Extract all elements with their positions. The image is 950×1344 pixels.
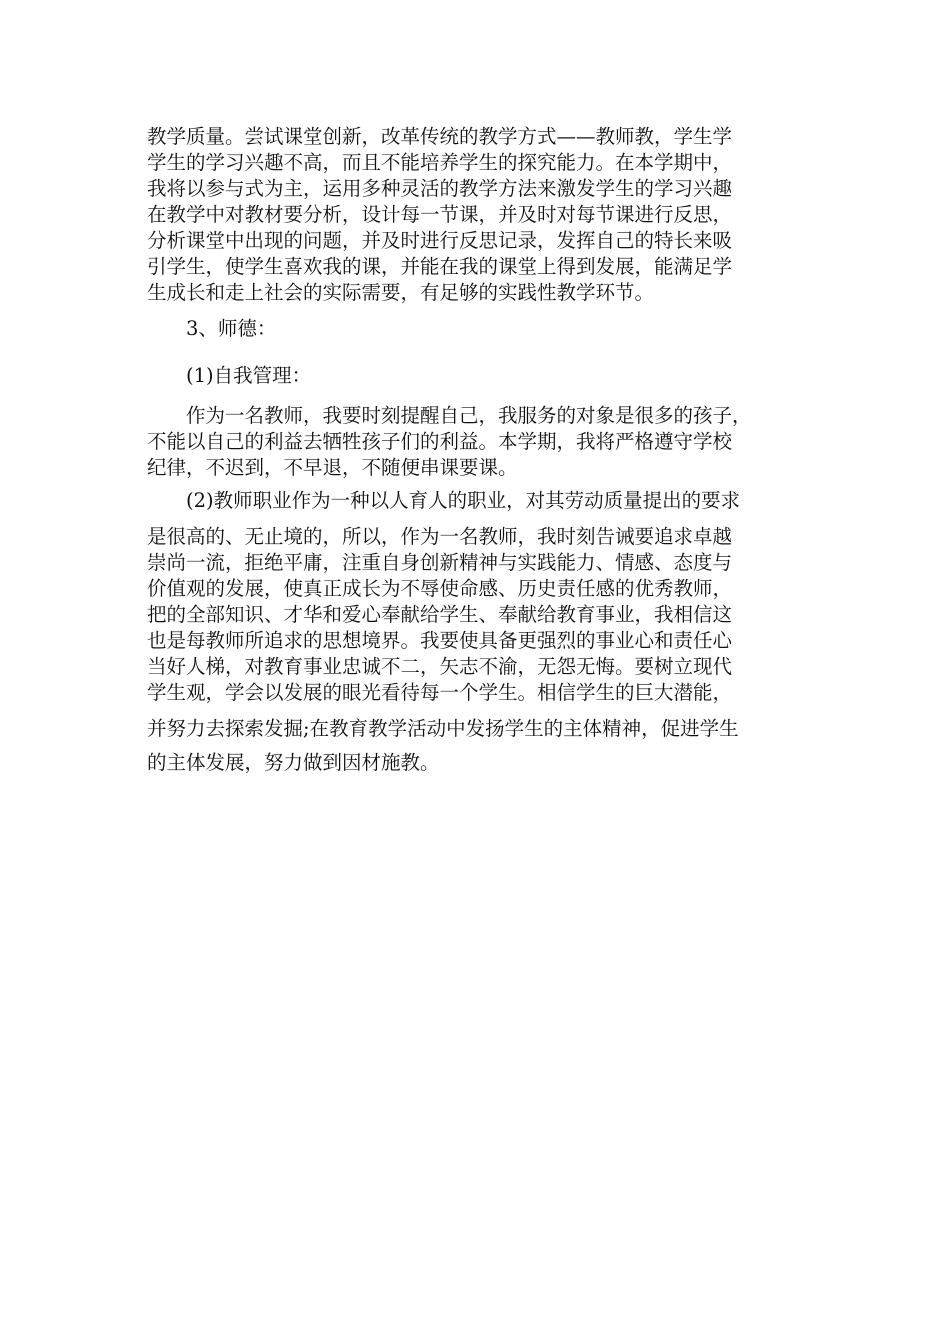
text-line: 生成长和走上社会的实际需要，有足够的实践性教学环节。	[147, 281, 655, 304]
subsection-heading: (1)自我管理：	[186, 364, 312, 387]
text-line: 是很高的、无止境的，所以，作为一名教师，我时刻告诫要追求卓越	[147, 525, 733, 548]
text-line: 的主体发展，努力做到因材施教。	[147, 751, 440, 774]
text-line: 学生观，学会以发展的眼光看待每一个学生。相信学生的巨大潜能，	[147, 681, 733, 704]
text-line: 学生的学习兴趣不高，而且不能培养学生的探究能力。在本学期中，	[147, 151, 733, 174]
text-line: 引学生，使学生喜欢我的课，并能在我的课堂上得到发展，能满足学	[147, 255, 733, 278]
text-line: 作为一名教师，我要时刻提醒自己，我服务的对象是很多的孩子，	[186, 404, 752, 427]
text-line: 不能以自己的利益去牺牲孩子们的利益。本学期，我将严格遵守学校	[147, 430, 733, 453]
text-line: 纪律，不迟到，不早退，不随便串课要课。	[147, 456, 518, 479]
text-line: 当好人梯，对教育事业忠诚不二，矢志不渝，无怨无悔。要树立现代	[147, 655, 733, 678]
text-line: 我将以参与式为主，运用多种灵活的教学方法来激发学生的学习兴趣	[147, 177, 733, 200]
text-line: 崇尚一流，拒绝平庸，注重自身创新精神与实践能力、情感、态度与	[147, 551, 733, 574]
text-line: 把的全部知识、才华和爱心奉献给学生、奉献给教育事业，我相信这	[147, 603, 733, 626]
text-line: 也是每教师所追求的思想境界。我要使具备更强烈的事业心和责任心	[147, 629, 733, 652]
text-line: 并努力去探索发掘;在教育教学活动中发扬学生的主体精神，促进学生	[147, 717, 739, 740]
text-line: 在教学中对教材要分析，设计每一节课，并及时对每节课进行反思，	[147, 203, 733, 226]
text-line: 教学质量。尝试课堂创新，改革传统的教学方式——教师教，学生学	[147, 125, 733, 148]
text-line: 分析课堂中出现的问题，并及时进行反思记录，发挥自己的特长来吸	[147, 229, 733, 252]
section-heading: 3、师德：	[186, 317, 277, 340]
text-line: 价值观的发展，使真正成长为不辱使命感、历史责任感的优秀教师，	[147, 577, 733, 600]
text-line: (2)教师职业作为一种以人育人的职业，对其劳动质量提出的要求	[186, 489, 741, 512]
